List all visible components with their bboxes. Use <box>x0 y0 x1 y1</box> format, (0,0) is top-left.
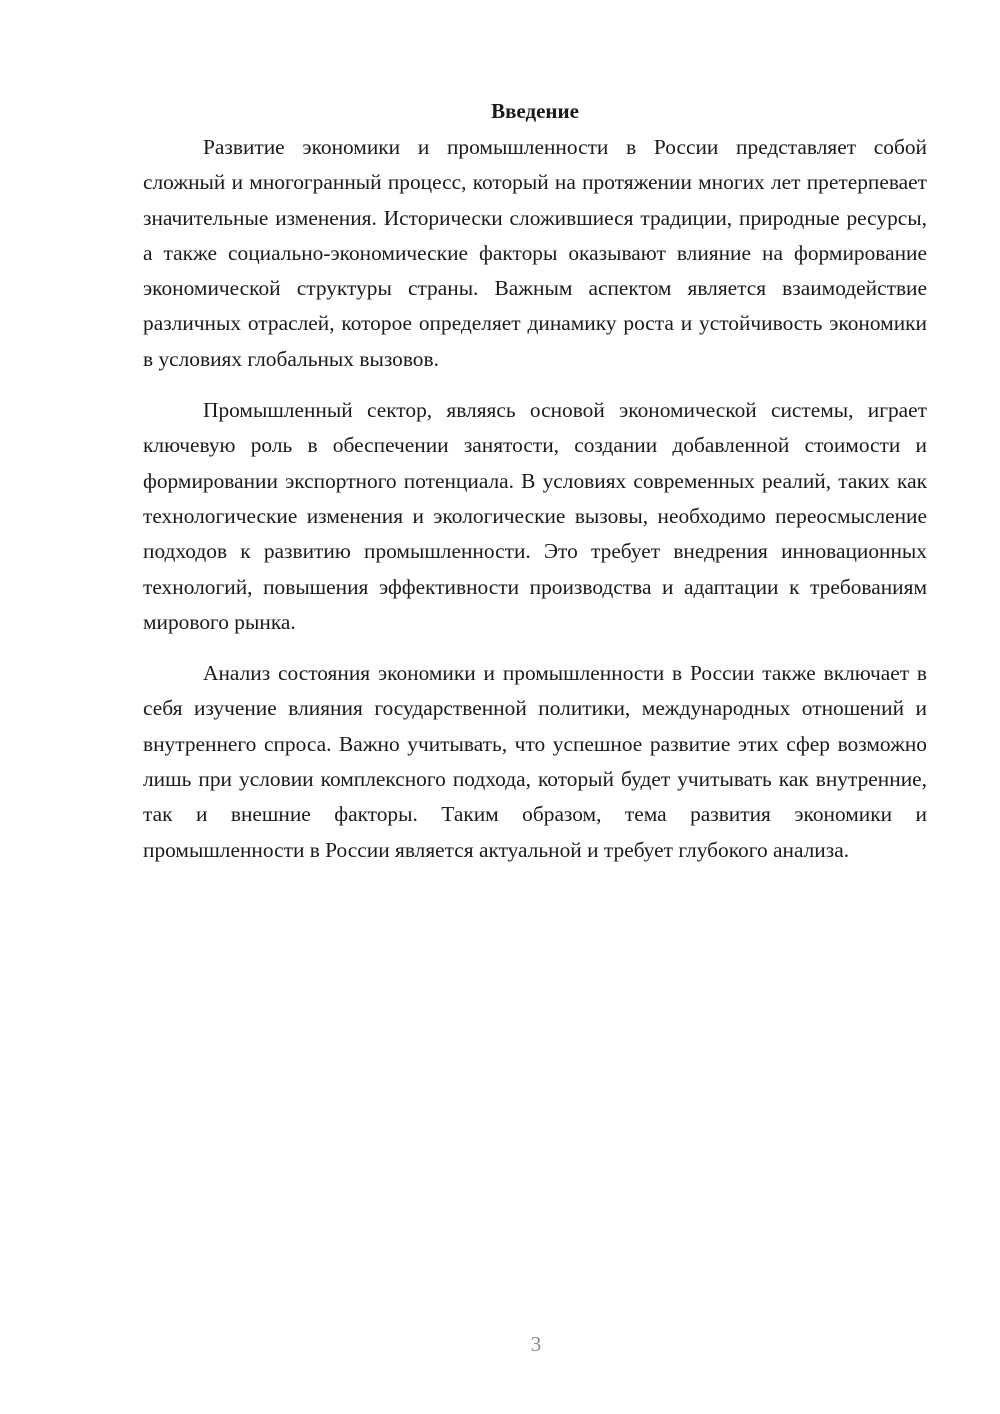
paragraph-1: Развитие экономики и промышленности в России представляет собой сложный и многогранный процесс, который на протяжении многих лет претерпевает значительные изменения. Исторически сложившиеся традиции, природные ресурсы, а также социально-экономические факторы оказывают влияние на формирование экономической структуры страны. Важным аспектом является взаимодействие различных отраслей, которое определяет динамику роста и устойчивость экономики в условиях глобальных вызовов. <box>143 135 927 371</box>
paragraph-3: Анализ состояния экономики и промышленности в России также включает в себя изучение влияния государственной политики, международных отношений и внутреннего спроса. Важно учитывать, что успешное развитие этих сфер возможно лишь при условии комплексного подхода, который будет учитывать как внутренние, так и внешние факторы. Таким образом, тема развития экономики и промышленности в России является актуальной и требует глубокого анализа. <box>143 661 927 862</box>
page-number: 3 <box>530 1332 542 1356</box>
page-content <box>143 94 927 868</box>
section-title: Введение <box>491 99 579 123</box>
paragraph-2: Промышленный сектор, являясь основой экономической системы, играет ключевую роль в обеспечении занятости, создании добавленной стоимости и формировании экспортного потенциала. В условиях современных реалий, таких как технологические изменения и экологические вызовы, необходимо переосмысление подходов к развитию промышленности. Это требует внедрения инновационных технологий, повышения эффективности производства и адаптации к требованиям мирового рынка. <box>143 398 927 634</box>
